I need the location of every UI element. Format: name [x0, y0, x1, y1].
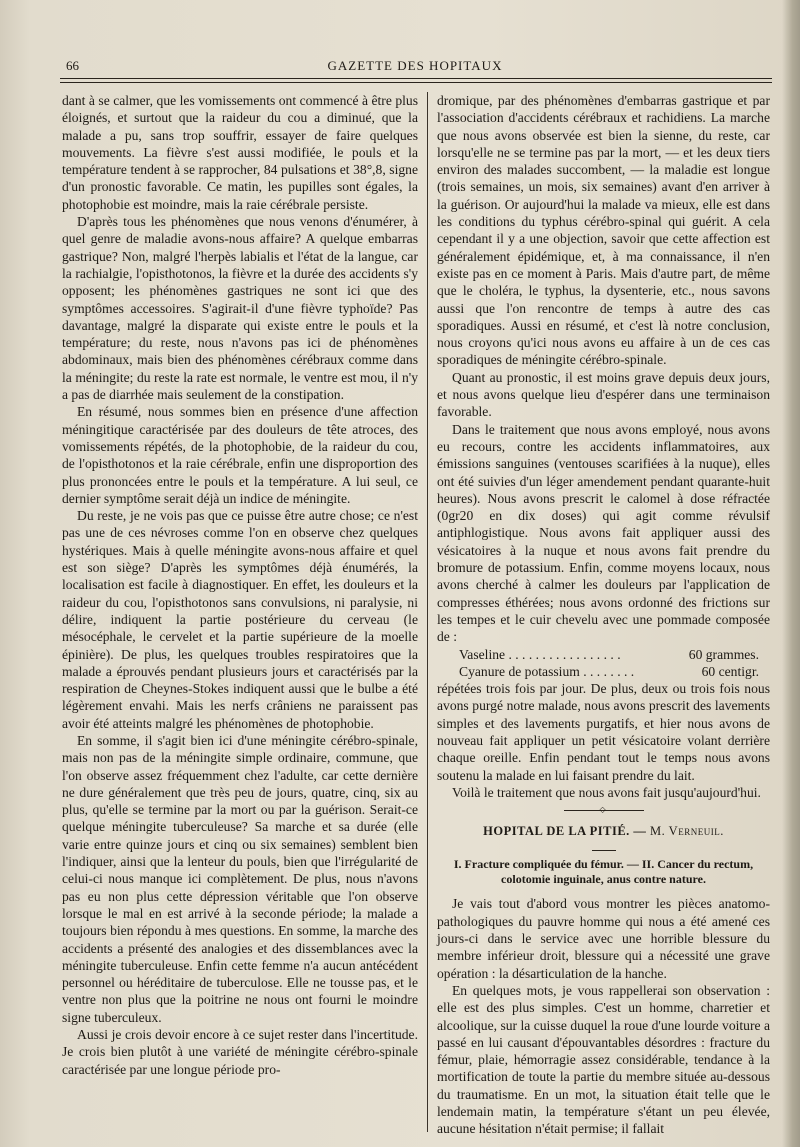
paragraph: En résumé, nous sommes bien en présence d'une affection méningitique caractérisée par des douleurs de tête atroces, des vomissements répétés, de la photophobie, de la raideur du cou, de l'opisthotonos et la raie cérébrale, enfin une disproportion des plus prononcées entre le pouls et la température. A lui seul, ce dernier symptôme serait déjà un indice de méningite.: [62, 404, 418, 506]
paragraph: Du reste, je ne vois pas que ce puisse être autre chose; ce n'est pas une de ces névroses comme l'on en observe chez quelques hystériques. Mais à quelle méningite avons-nous affaire et quel est son siège? D'après les symptômes déjà énumérés, la localisation est facile à diagnostiquer. En effet, les douleurs et la raideur du cou, l'opisthotonos sans convulsions, ni paralysie, ni délire, indiquent la partie postérieure du cerveau (le mésocéphale, le cervelet et la partie supérieure de la moelle épinière). De plus, les quelques troubles respiratoires que la malade a éprouvés pendant plusieurs jours et caractérisés par la respiration de Cheynes-Stokes indiquent aussi que le bulbe a été légèrement envahi. Mais les nerfs crâniens ne paraissent pas avoir été atteints malgré les phénomènes de photophobie.: [62, 508, 418, 731]
prescription-ingredient: Cyanure de potassium . . . . . . . .: [459, 663, 635, 679]
subheading: I. Fracture compliquée du fémur. — II. Cancer du rectum, colotomie inguinale, anus contre nature.: [453, 857, 754, 887]
section-title: HOPITAL DE LA PITIÉ. —: [483, 824, 651, 839]
section-heading: [437, 823, 770, 840]
paragraph: Quant au pronostic, il est moins grave depuis deux jours, et nous avons quelque lieu d'espérer dans une terminaison favorable.: [437, 369, 770, 420]
running-title: GAZETTE DES HOPITAUX: [327, 58, 503, 73]
prescription-line: [459, 663, 759, 680]
paragraph: D'après tous les phénomènes que nous venons d'énumérer, à quel genre de maladie avons-nous affaire? A quelque embarras gastrique? Non, malgré l'herpès labialis et l'état de la langue, car la rachialgie, l'opisthotonos, la fièvre et la durée des accidents s'y opposent; les phénomènes gastriques ne sont ici que des symptômes accessoires. S'agirait-il d'une fièvre typhoïde? Pas davantage, malgré la disparate qui existe entre le pouls et la température; du reste, nous n'avons pas ici de phénomènes abdominaux, mais bien des phénomènes cérébraux comme dans la méningite; du reste la rate est normale, le ventre est mou, il n'y a pas de diarrhée mais seulement de la constipation.: [62, 214, 418, 403]
column-divider: [427, 92, 428, 1132]
paragraph: Je vais tout d'abord vous montrer les pièces anatomo-pathologiques du pauvre homme qui nous a été amené ces jours-ci dans le service avec une horrible blessure du membre inférieur droit, blessure qui a nécessité une grave opération : la désarticulation de la hanche.: [437, 896, 770, 981]
paragraph: dromique, par des phénomènes d'embarras gastrique et par l'association d'accidents cérébraux et rachidiens. La marche que nous avons observée est bien la sienne, du reste, car lorsqu'elle ne se termine pas par la mort, — et les deux tiers environ des malades succombent, — la maladie est longue (trois semaines, un mois, six semaines) avant d'en arriver à la guérison. Or aujourd'hui la malade va mieux, elle est dans les conditions du typhus cérébro-spinal qui guérit. A cela cependant il y a une objection, savoir que cette affection est généralement épidémique, et, à ma connaissance, il n'en existe pas en ce moment à Paris. Mais d'autre part, de même que le choléra, le typhus, la dysenterie, etc., nous savons aussi que l'on rencontre de temps à autre des cas sporadiques. Aussi en résumé, et c'est là notre conclusion, nous croyons qu'ici nous avons eu affaire à un de ces cas sporadiques de méningite cérébro-spinale.: [437, 93, 770, 368]
short-rule: [592, 850, 616, 851]
paragraph: Dans le traitement que nous avons employé, nous avons eu recours, contre les accidents inflammatoires, aux émissions sanguines (ventouses scarifiées à la nuque), elles ont été suivies d'un léger amendement pendant quarante-huit heures). Nous avons prescrit le calomel à dose réfractée (0gr20 en dix doses) qui agit comme révulsif antiphlogistique. Nous avons fait appliquer aussi des vésicatoires à la nuque et nous avons fait prendre du bromure de potassium. Enfin, comme moyens locaux, nous avons cherché à calmer les douleurs par l'application de compresses éthérées; nous avons ordonné des frictions sur les tempes et le cuir chevelu avec une pommade composée de :: [437, 421, 770, 645]
page-edge-shadow: [782, 0, 800, 1147]
header-rule-bottom: [60, 82, 772, 83]
page-number: 66: [66, 58, 79, 73]
paragraph: répétées trois fois par jour. De plus, deux ou trois fois nous avons purgé notre malade, nous avons prescrit des lavements simples et des lavements purgatifs, et hier nous avons de nouveau fait appliquer un petit vésicatoire volant derrière chaque oreille. Enfin pendant tout le temps nous avons soutenu la malade en lui faisant prendre du lait.: [437, 681, 770, 783]
header-rule-top: [60, 78, 772, 79]
paragraph: dant à se calmer, que les vomissements ont commencé à être plus éloignés, et surtout que la raideur du cou a diminué, que la malade a pu, sans trop souffrir, essayer de faire quelques mouvements. La fièvre s'est aussi modifiée, le pouls et la température tendent à se rapprocher, 84 pulsations et 38°,8, signe d'un pronostic favorable. Ce matin, les pupilles sont égales, la photophobie est moindre, mais la raie cérébrale persiste.: [62, 93, 418, 212]
paragraph: En somme, il s'agit bien ici d'une méningite cérébro-spinale, mais non pas de la méningite simple ordinaire, commune, que l'on observe assez fréquemment chez l'adulte, car cette dernière ne dure généralement que très peu de jours, quatre, cinq, six au plus, qu'elle se termine par la mort ou par la guérison. Serait-ce quelque méningite tuberculeuse? Sa marche et sa durée (elle varie entre quinze jours et cinq ou six semaines) semblent bien l'indiquer, ainsi que la lenteur du pouls, bien que l'irrégularité de celui-ci nous manque ici complètement. De plus, nous n'avons pas eu non plus cette dépression véritable que l'on observe lorsque le mal en est arrivé à la seconde période; la malade a toujours bien répondu à mes questions. En somme, la marche des accidents a présenté des analogies et des dissemblances avec la méningite tuberculeuse. Enfin cette femme n'a aucun antécédent personnel ou héréditaire de tuberculose. Elle ne tousse pas, et le ventre non plus que la poitrine ne nous ont fourni le moindre signe tuberculeux.: [62, 732, 418, 1025]
page-header: [60, 58, 770, 76]
divider-ornament: ◇: [599, 805, 606, 815]
section-author: M. Verneuil.: [650, 824, 724, 839]
prescription-line: [459, 646, 759, 663]
paragraph: Voilà le traitement que nous avons fait jusqu'aujourd'hui.: [452, 784, 761, 800]
paragraph: Aussi je crois devoir encore à ce sujet rester dans l'incertitude. Je crois bien plutôt à une variété de méningite cérébro-spinale caractérisée par une longue période pro-: [62, 1027, 418, 1077]
prescription-ingredient: Vaseline . . . . . . . . . . . . . . . . .: [459, 646, 621, 662]
left-column: [62, 92, 418, 1132]
prescription-dose: 60 grammes.: [688, 646, 759, 662]
right-column: [437, 92, 770, 1137]
ornamental-divider: [564, 805, 644, 815]
prescription-dose: 60 centigr.: [701, 663, 759, 679]
paragraph: En quelques mots, je vous rappellerai son observation : elle est des plus simples. C'est un homme, charretier et alcoolique, sur la cuisse duquel la roue d'une lourde voiture a passé en lui causant d'épouvantables désordres : fracture du fémur, plaie, hémorragie assez considérable, tendance à la mortification de toute la partie du membre située au-dessous du traumatisme. En un mot, la situation était telle que le lendemain matin, la température s'étant un peu élevée, aucune hésitation n'était permise; il fallait: [437, 982, 770, 1137]
